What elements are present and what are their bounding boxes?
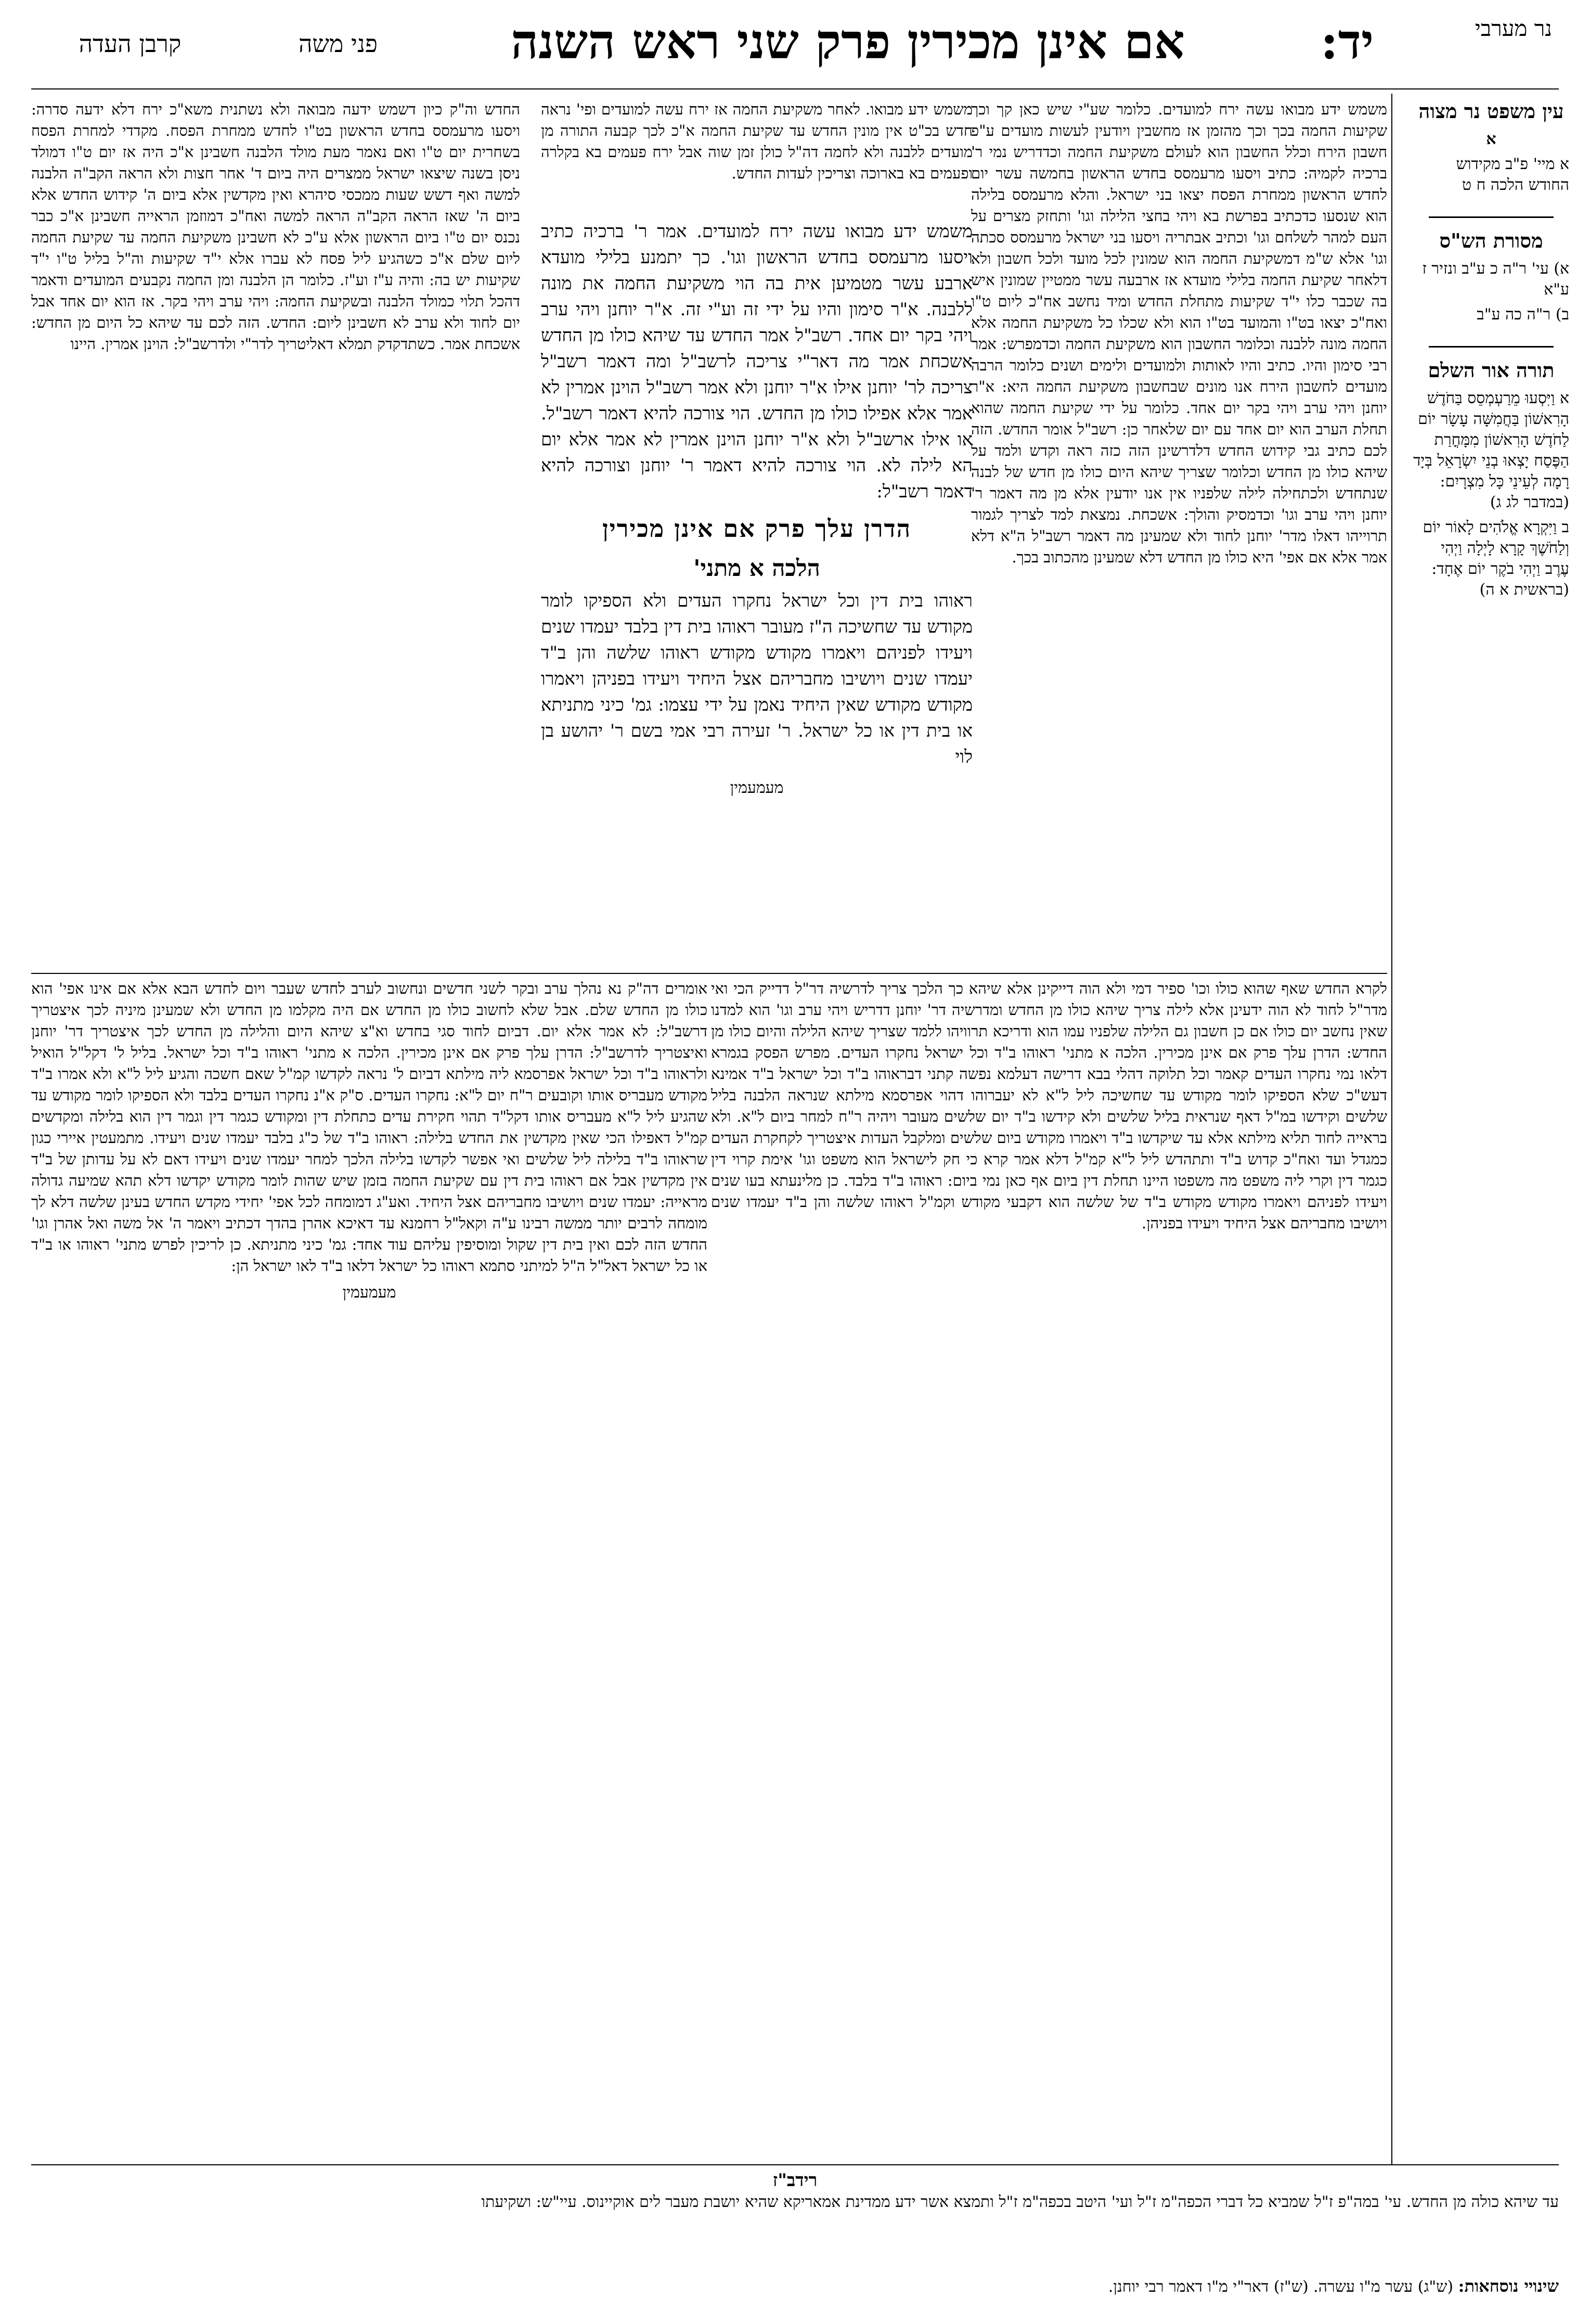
ner-maaravi-label: נר מערבי [1475, 16, 1553, 41]
commentary-paragraph: משמש ידע מבואו. לאחר משקיעת החמה אז ירח עשה למועדים ופי' נראה חדש בכ"ט אין מונין החדש עד שקיעת החמה א"כ לכך קבעה התורה מן מועדים ללבנה ולא לחמה דה"ל כולן זמן שוה אבל ירח פעמים בא בקלרה ופעמים בא בארוכה וצריכין לעדות החדש. [541, 100, 973, 182]
korban-haeda-label: קרבן העדה [79, 30, 182, 58]
pnei-moshe-label: פני משה [298, 30, 378, 58]
ridbaz-heading: רידב"ז [772, 2170, 818, 2191]
hadran-heading: הדרן עלך פרק אם אינן מכירין [602, 515, 912, 543]
ein-mishpat-block [1413, 99, 1569, 196]
gemara-text: משמש ידע מבואו עשה ירח למועדים. אמר ר' ברכיה כתיב ויסעו מרעמסס בחדש הראשון וגו'. כך יתמנע בלילי מועדא ארבע עשר מטמיען אית בה הוי משקיעת החמה את מונה ללבנה. א"ר סימון והיו על ידי זה וע"י זה. א"ר יוחנן ויהי ערב ויהי בקר יום אחד. רשב"ל אמר החדש עד שיהא כולו מן החדש אשכחת אמר מה דאר"י צריכה לרשב"ל ומה דאמר רשב"ל צריכה לר' יוחנן אילו א"ר יוחנן ולא אמר רשב"ל הוינן אמרין לא אמר אלא אפילו כולו מן החדש. הוי צורכה להיא דאמר רשב"ל. או אילו ארשב"ל ולא א"ר יוחנן הוינן אמרין לא אמר אלא יום הא לילה לא. הוי צורכה להיא דאמר ר' יוחנן וצורכה להיא דאמר רשב"ל: [541, 221, 973, 502]
mishna-text: ראוהו בית דין וכל ישראל נחקרו העדים ולא הספיקו לומר מקודש עד שחשיכה ה"ז מעובר ראוהו בית דין בלבד יעמדו שנים ויעידו לפניהם ויאמרו מקודש מקודש ראוהו שלשה והן ב"ד יעמדו שנים ויושיבו מחבריהם אצל היחיד ויעידו בפניהן ויאמרו מקודש מקודש שאין היחיד נאמן על ידי עצמו: גמ' כיני מתניתא או בית דין או כל ישראל. ר' זעירה רבי אמי בשם ר' יהושע בן לוי [541, 590, 973, 767]
section-rule [31, 973, 1387, 974]
torah-or-block [1413, 358, 1569, 600]
variant-readings-text: (ש"ג) עשר מ"ו עשרה. (ש"ז) דאר"י מ"ו דאמר רבי יוחנן. [1108, 2278, 1454, 2296]
margin-separator [1429, 216, 1554, 218]
ridbaz-text: עד שיהא כולה מן החדש. עי' במה"פ ז"ל שמביא כל דברי הכפה"מ ז"ל ועי' היטב בכפה"מ ז"ל ותמצא אשר ידע ממדינת אמאריקא שהיא יושבת מעבר לים אוקיינוס. עיי"ש: ושקיעתו [481, 2193, 1559, 2211]
page-title: אם אינן מכירין פרק שני ראש השנה [511, 14, 1185, 70]
torah-verse: ב וַיִּקְרָא אֱלֹהִים לָאוֹר יוֹם וְלַחֹשֶׁךְ קָרָא לָיְלָה וַיְהִי עֶרֶב וַיְהִי בֹקֶר יוֹם אֶחָד: (בראשית א ה) [1423, 518, 1569, 599]
masoret-heading: מסורת הש"ס [1439, 229, 1543, 252]
pnei-moshe-top-column [971, 99, 1387, 978]
torah-or-heading: תורה אור השלם [1428, 358, 1555, 382]
korban-haeda-top-column [31, 99, 520, 978]
page-footer [31, 2169, 1559, 2308]
masoret-ref: ב) ר"ה כה ע"ב [1477, 305, 1569, 324]
page-header [31, 10, 1559, 73]
korban-haeda-bottom-column [31, 978, 707, 2159]
commentary-paragraph: החדש וה"ק כיון דשמש ידעה מבואה ולא נשתנית משא"כ ירח דלא ידעה סדרה: ויסעו מרעמסס בחדש הראשון בט"ו לחדש ממחרת הפסח. מקדדי למחרת הפסח בשחרית יום ט"ו ואם נאמר מעת מולד הלבנה חשבינן א"כ היה אז יום ט"ו דמולד ניסן בשנה שיצאו ישראל ממצרים היה ביום ד' אחר חצות ולא הראה הקב"ה הלבנה למשה ואף דשש שעות ממכסי סיהרא ואין מקדשין אלא ביום ה' קידוש החדש אלא ביום ה' שאז הראה הקב"ה הראה למשה ואח"כ דמוזמן הראייה חשבינן א"כ כבר נכנס יום ט"ו ביום הראשון אלא ע"כ לא חשבינן משקיעת החמה עד שקיעת החמה ליום שלם א"כ כשהגיע ליל פסח לא עברו אלא י"ד שקיעות וה"ל בליל ט"ו י"ד שקיעות יש בה: והיה ע"ז וע"ז. כלומר הן הלבנה ומן החמה נקבעים המועדים ודאמר דהכל תלוי כמולד הלבנה ובשקיעת החמה: ויהי ערב ויהי בקר. אז הוא יום אחד אבל יום לחוד ולא ערב לא חשבינן ליום: החדש. הזה לכם עד שיהא כל היום מן החדש: אשכחת אמר. כשתדקדק תמלא דאליטריך לדר"י ולדרשב"ל: הוינן אמרין. היינו [31, 100, 520, 353]
mishna-heading: הלכה א מתני' [693, 555, 820, 582]
margin-divider [1391, 94, 1392, 2164]
torah-verse: א וַיִּסְעוּ מֵרַעְמְסֵס בַּחֹדֶשׁ הָרִאשׁוֹן בַּחֲמִשָּׁה עָשָׂר יוֹם לַחֹדֶשׁ הָרִאשׁוֹן מִמָּחֳרַת הַפֶּסַח יָצְאוּ בְנֵי יִשְׂרָאֵל בְּיָד רָמָה לְעֵינֵי כָּל מִצְרָיִם: (במדבר לג ג) [1413, 389, 1569, 511]
main-text-column [541, 219, 973, 968]
column-end-word: מעמעמין [730, 779, 784, 797]
variant-readings [31, 2275, 1559, 2298]
ein-mishpat-ref: א מיי' פ"ב מקידוש החודש הלכה ח ט [1456, 155, 1569, 194]
ein-mishpat-heading: עין משפט נר מצוה [1418, 99, 1564, 123]
margin-separator [1429, 346, 1554, 348]
pnei-moshe-bottom-column [711, 978, 1387, 2159]
side-margin [1413, 99, 1569, 2220]
footer-rule [31, 2164, 1559, 2165]
masoret-block [1413, 228, 1569, 325]
masoret-ref: א) עי' ר"ה כ ע"ב ונזיר ז ע"א [1422, 260, 1569, 299]
variant-readings-label: שינויי נוסחאות: [1458, 2276, 1559, 2296]
commentary-paragraph: לקרא החדש שאף שהוא כולו וכו' ספיר דמי ולא הוה דייקינן אלא שיהא כך הלכך צריך לדרשיה דר"ל דדייק הכי ואי מדר"ל לחוד לא הוה ידעינן אלא לילה צריך שיהא כולו מן החדש ומדרשיה דר' יוחנן דדריש ויהי ערב וגו' הוא למדנו שאין נחשב יום כולו אם כן חשבון גם הלילה שלפניו עמו הוא ודריכא תרוויהו ללמד שצריך שיהא הלילה והיום כולו מן החדש: הדרן עלך פרק אם אינן מכירין. הלכה א מתני' ראוהו ב"ד וכל ישראל נחקרו העדים. מפרש הפסק בגמרא דלאו נמי נחקרו העדים קאמר וכל תלוקה דהלי בבא דרישה דעלמא נפשה קתני דבראוהו ב"ד וכל ישראל ב"ד אמינא דעש"כ שלא הספיקו לומר מקודש עד שחשיכה ליל ל"א לא יעברוהו דהוי אפרסמא מילתא שנראה הלבנה בליל שלשים וקידשו במ"ל דאף שנראית בליל שלשים ולא קידשו ב"ד יום שלשים מעובר ויהיה ר"ח למחר ביום ל"א. ולא בראייה לחוד תליא מילתא אלא עד שיקדשו ב"ד ויאמרו מקודש ביום שלשים ומלקבל העדות איצטריך לקחקרת העדים כמגדל ועד ואח"כ קדוש ב"ד ותתהדש ליל ל"א קמ"ל דלא אמר קרא כי חק לישראל הוא משפט וגו' אימת קרוי דין כגמר דין וקרי ליה משפט מה משפטו היינו תחלת דין ביום אף כאן נמי ביום: ראוהו ב"ד בלבד. כן מלינעתא בעו שנים ויעידו לפניהם ויאמרו מקודש מקודש ב"ד של שלשה הוא דקבעי מקודש וקמ"ל ראוהו שלשה והן ב"ד יעמדו שנים ויושיבו מחבריהם אצל היחיד ויעידו בפניהן. [711, 980, 1387, 1232]
column-end-word: מעמעמין [342, 1283, 396, 1302]
main-top-commentary [541, 99, 973, 213]
ein-mishpat-letter: א [1486, 130, 1496, 148]
commentary-paragraph: משמש ידע מבואו עשה ירח למועדים. כלומר שע"י שיש כאן קך וכך שקיעות החמה בכך וכך מהזמן אז מחשבין ויודעין לעשות מועדים ע"פ חשבון הירח וכלל החשבון הוא לעולם משקיעת החמה וכדדריש נמי ר' ברכיה לקמיה: כתיב ויסעו מרעמסס בחדש הראשון בחמשה עשר יום לחדש הראשון ממחרת הפסח יצאו בני ישראל. והלא מרעמסס בלילה הוא שנסעו כדכתיב בפרשת בא ויהי בחצי הלילה וגו' ותחזק מצרים על העם למהר לשלחם וגו' וכתיב אבתריה ויסעו בני ישראל מרעמסס סכתה וגו' אלא ש"מ דמשקיעת החמה הוא שמונין לכל מועד ולכל חשבון ולא דלאחר שקיעת החמה בלילי מועדא אז ארבעה עשר ממטיין שמונין איש בה שכבר כלו י"ד שקיעות מתחלת החדש ומיד נחשב אח"כ ליום ט"ו ואח"כ יצאו בט"ו והמועד בט"ו הוא ולא שכלו כל משקיעת החמה אלא החמה מונה ללבנה וכלומר החשבון הוא משקיעת החמה וכדמפרש: אמר רבי סימון והיו. כתיב והיו לאותות ולמועדים ולימים ושנים כלומר הרבה מועדים לחשבון הירח אנו מונים שבחשבון משקיעת החמה היא: א"ר יוחנן ויהי ערב ויהי בקר יום אחד. כלומר על ידי שקיעת החמה שהוא תחלת הערב הוא יום אחד עם יום שלאחר כן: רשב"ל אומר החדש. הזה לכם כתיב גבי קידוש החדש דלדרשינן הזה כזה ראה וקדש ולמד על שיהא כולו מן החדש וכלומר שצריך שיהא היום כולו מן חדש של לבנה שנתחדש ולכתחילה לילה שלפניו אין אנו יודעין אלא מן מה דאמר ר' יוחנן ויהי ערב וגו' וכדמסיק והולך: אשכחת. נמצאת למד לצריך לגמור תרוייהו דאלו מדר' יוחנן לחוד ולא שמעינן מה דאמר רשב"ל ה"א דלא אמר אלא אם אפי' היא כולו מן החדש דלא שמעינן מהכתוב בכך. [971, 100, 1387, 566]
header-rule [31, 88, 1559, 89]
commentary-paragraph: אומרים דה"ק נא נהלך ערב ובקר לשני חדשים ונחשוב לערב לחדש שעבר ויום לחדש הבא אלא אם אינו אפי' הוא כולו מן החדש שלם. אבל שלא לחשוב כולו מן החדש אם היה מקלמו מן החדש ולא שמעינן מיניה לכך איצטריך דרשב"ל: לא אמר אלא יום. דביום לחוד סגי בחדש וא"צ שיהא היום והלילה מן החדש לכך איצטריך דר' יוחנן ואיצטריך לדרשב"ל: הדרן עלך פרק אם אינן מכירין. הלכה א מתני' ראוהו ב"ד וכל ישראל. בליל ל' דקל"ל הואיל ולראוהו ב"ד וכל ישראל אפרסמא ליה מילתא דביום ל' נראה לקדשו קמ"ל שאם חשכה והגיע ליל ל"א ולא אמרו ב"ד מקודש מעבריס אותו וקובעים ר"ח יום ל"א: נחקרו העדים. ס"ק א"נ נחקרו העדים בלבד ולא הספיקו לומר מקודש עד שהגיע ליל ל"א מעבריס אותו דקל"ד תהוי חקירת עדים כתחלת דין ומקודש כגמר דין וגמר דין הוא בלילה ומקדשים קמ"ל דאפילו הכי שאין מקדשין את החדש בלילה: ראוהו ב"ד של כ"ג בלבד יעמדו שנים ויעידו. מתמעטין איירי כגון שראוהו ב"ד בלילה ליל שלשים ואי אפשר לקדשו בלילה הלכך למחר יעמדו שנים ויעידו דאם לא על עדותן של ב"ד אין מקדשין אבל אם ראוהו בית דין עם שקיעת החמה בזמן שיש שהות לומר מקודש יקדשו דלא תהא שמיעה גדולה מראייה: יעמדו שנים ויושיבו מחבריהם אצל היחיד. ואע"ג דמומחה לכל אפי' יחידי מקדש החדש בעינן שלשה דלא לך מומחה לרבים יותר ממשה רבינו ע"ה וקאל"ל רחמנא עד דאיכא אהרן בהדך דכתיב ויאמר ה' אל משה ואל אהרן וגו' החדש הזה לכם ואין בית דין שקול ומוסיפין עליהם עוד אחד: גמ' כיני מתניתא. כן לריכין לפרש מתני' ראוהו או ב"ד או כל ישראל דאל"ל ה"ל למיתני סתמא ראוהו כל ישראל דלאו ב"ד לאו ישראל הן: [31, 980, 707, 1275]
folio-number: יד: [1320, 14, 1374, 70]
